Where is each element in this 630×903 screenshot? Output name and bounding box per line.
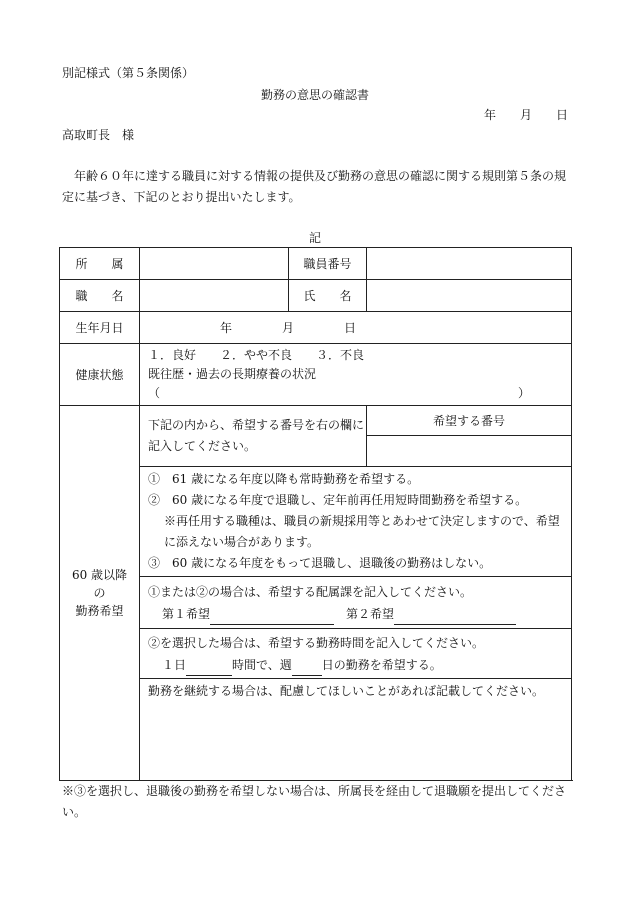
option-1: ① 61 歳になる年度以降も常時勤務を希望する。 [148, 472, 420, 486]
date-day-label: 日 [556, 108, 569, 122]
consideration-field[interactable] [140, 679, 572, 781]
hours-instruction: ②を選択した場合は、希望する勤務時間を記入してください。 [148, 635, 485, 650]
hours-suffix: 日の勤務を希望する。 [321, 657, 442, 672]
health-field[interactable] [140, 344, 572, 406]
department-preference [140, 577, 572, 629]
hours-prefix: １日 [162, 657, 187, 672]
wish-label-line-2: 勤務希望 [75, 604, 124, 618]
first-choice-label: 第１希望 [162, 606, 211, 621]
second-choice-blank[interactable] [394, 610, 516, 625]
health-label: 健康状態 [60, 344, 140, 406]
ki-heading: 記 [308, 231, 321, 245]
date-month-label: 月 [520, 108, 533, 122]
hours-preference [140, 629, 572, 679]
wish-label [60, 406, 140, 781]
job-title-label: 職 名 [60, 280, 140, 312]
consideration-label: 勤務を継続する場合は、配慮してほしいことがあれば記載してください。 [148, 684, 545, 698]
wish-options [140, 467, 572, 577]
birth-day-unit: 日 [344, 320, 357, 335]
department-instruction: ①または②の場合は、希望する配属課を記入してください。 [148, 584, 473, 599]
option-2-note: ※再任用する職種は、職員の新規採用等とあわせて決定しますので、希望に添えない場合があります。 [164, 514, 560, 549]
job-title-field[interactable] [140, 280, 289, 312]
birth-year-unit: 年 [220, 320, 233, 335]
wish-number-field[interactable] [367, 436, 572, 467]
wish-instruction-line-1: 下記の内から、希望する番号を右の欄に [148, 418, 365, 432]
health-options: １．良好 ２．やや不良 ３．不良 [148, 348, 365, 362]
intro-paragraph: 年齢６０年に達する職員に対する情報の提供及び勤務の意思の確認に関する規則第５条の規定に基づき、下記のとおり提出いたします。 [62, 169, 567, 204]
second-choice-label: 第２希望 [346, 606, 395, 621]
days-per-week-blank[interactable] [292, 661, 322, 676]
staff-number-label: 職員番号 [289, 248, 367, 280]
affiliation-field[interactable] [140, 248, 289, 280]
wish-number-header: 希望する番号 [367, 406, 572, 436]
name-label: 氏 名 [289, 280, 367, 312]
wish-label-line-1: 60 歳以降の [71, 568, 128, 600]
wish-instruction [140, 406, 367, 467]
first-choice-blank[interactable] [210, 610, 334, 625]
staff-number-field[interactable] [367, 248, 572, 280]
hours-mid: 時間で、週 [232, 657, 292, 672]
health-paren-close: ） [518, 386, 531, 400]
name-field[interactable] [367, 280, 572, 312]
form-type-label: 別記様式（第５条関係） [62, 66, 195, 80]
wish-instruction-line-2: 記入してください。 [148, 439, 257, 453]
confirmation-form [59, 247, 572, 781]
option-2: ② 60 歳になる年度で退職し、定年前再任用短時間勤務を希望する。 [148, 493, 528, 507]
footnote: ※③を選択し、退職後の勤務を希望しない場合は、所属長を経由して退職願を提出してください。 [62, 784, 567, 819]
document-title: 勤務の意思の確認書 [260, 88, 369, 102]
birth-month-unit: 月 [282, 320, 295, 335]
birthdate-field[interactable] [140, 312, 572, 344]
option-3: ③ 60 歳になる年度をもって退職し、退職後の勤務はしない。 [148, 556, 492, 570]
date-year-label: 年 [484, 108, 497, 122]
health-history-label: 既往歴・過去の長期療養の状況 [148, 367, 317, 381]
addressee: 高取町長 様 [62, 128, 135, 142]
birthdate-label: 生年月日 [60, 312, 140, 344]
affiliation-label: 所 属 [60, 248, 140, 280]
health-paren-open: （ [148, 386, 161, 400]
hours-per-day-blank[interactable] [186, 661, 232, 676]
